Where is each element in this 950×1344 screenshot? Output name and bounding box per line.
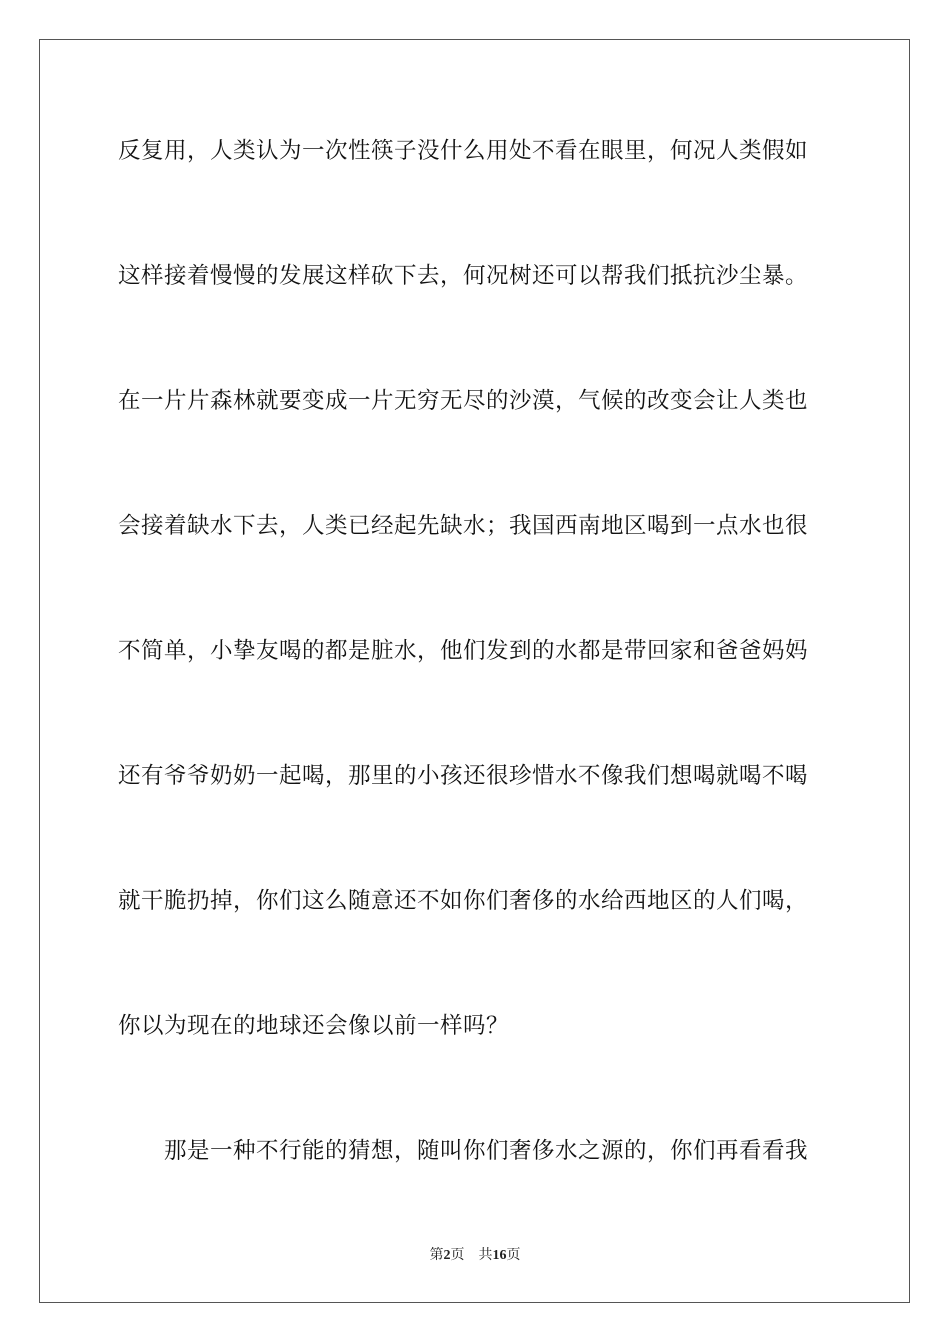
text-line: 不简单，小挚友喝的都是脏水，他们发到的水都是带回家和爸爸妈妈	[118, 638, 809, 664]
text-line: 还有爷爷奶奶一起喝，那里的小孩还很珍惜水不像我们想喝就喝不喝	[118, 763, 809, 789]
text-line: 反复用，人类认为一次性筷子没什么用处不看在眼里，何况人类假如	[118, 138, 809, 164]
total-pages-number: 16	[492, 1248, 507, 1263]
text-line: 就干脆扔掉，你们这么随意还不如你们奢侈的水给西地区的人们喝，	[118, 888, 809, 914]
page-prefix: 第	[429, 1248, 444, 1263]
text-line: 这样接着慢慢的发展这样砍下去，何况树还可以帮我们抵抗沙尘暴。	[118, 263, 809, 289]
page-footer	[0, 1244, 950, 1264]
total-suffix: 页	[506, 1248, 521, 1263]
text-line: 会接着缺水下去，人类已经起先缺水；我国西南地区喝到一点水也很	[118, 513, 809, 539]
text-line: 你以为现在的地球还会像以前一样吗？	[118, 1013, 510, 1039]
page-suffix: 页	[450, 1248, 465, 1263]
text-line: 那是一种不行能的猜想，随叫你们奢侈水之源的，你们再看看我	[118, 1138, 809, 1164]
total-prefix: 共	[478, 1248, 493, 1263]
page-border	[39, 39, 910, 1303]
text-line: 在一片片森林就要变成一片无穷无尽的沙漠，气候的改变会让人类也	[118, 388, 809, 414]
current-page-number: 2	[443, 1248, 451, 1263]
